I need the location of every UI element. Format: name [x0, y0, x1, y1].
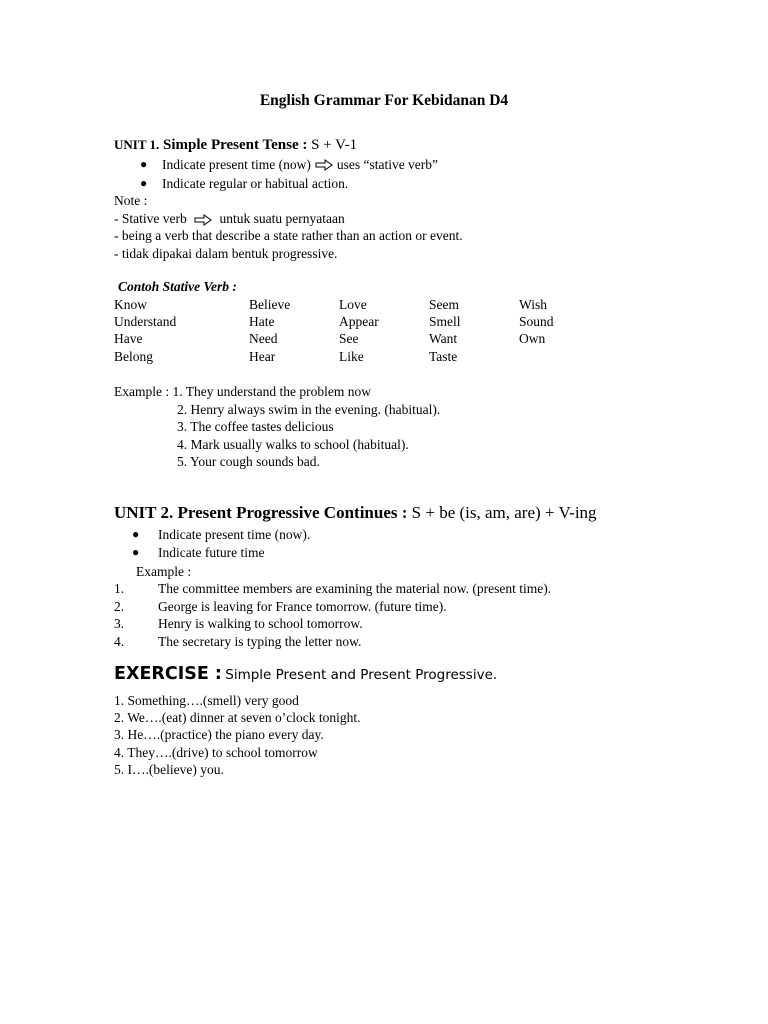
table-cell: Smell — [429, 314, 461, 330]
table-cell: Like — [339, 348, 364, 364]
list-item — [114, 383, 440, 401]
table-cell: Hate — [249, 314, 275, 330]
note-line — [114, 210, 463, 228]
right-arrow-icon — [315, 159, 333, 171]
list-item — [114, 615, 551, 633]
example-text: 1. They understand the problem now — [172, 384, 371, 399]
unit1-prefix: UNIT 1. — [114, 137, 160, 152]
item-text: Henry is walking to school tomorrow. — [158, 616, 363, 632]
table-cell: Know — [114, 297, 147, 312]
example-label: Example : — [136, 564, 192, 579]
page-title: English Grammar For Kebidanan D4 — [259, 92, 509, 109]
list-item: 2. Henry always swim in the evening. (habitual). — [177, 401, 441, 417]
list-item — [140, 174, 438, 193]
table-row — [114, 296, 609, 313]
table-cell: Taste — [429, 348, 458, 364]
exercise-heading — [114, 666, 497, 684]
table-cell: Have — [114, 331, 143, 347]
item-number: 2. — [114, 598, 125, 614]
list-item — [114, 580, 551, 598]
item-text: The secretary is typing the letter now. — [158, 633, 362, 649]
bullet-icon: ● — [140, 175, 148, 190]
unit2-title: UNIT 2. Present Progressive Continues : — [114, 503, 408, 522]
item-text: The committee members are examining the material now. (present time). — [158, 581, 552, 596]
list-item: 1. Something….(smell) very good — [114, 693, 299, 708]
list-item — [114, 598, 551, 616]
example-label: Example : — [114, 384, 170, 399]
table-cell: Hear — [249, 348, 276, 364]
list-item: 2. We….(eat) dinner at seven o’clock tonight. — [114, 710, 361, 726]
table-cell: Own — [519, 331, 546, 347]
stative-verb-title: Contoh Stative Verb : — [118, 279, 237, 294]
unit1-bullet-after-arrow: uses “stative verb” — [336, 156, 439, 172]
note-line-after-arrow: untuk suatu pernyataan — [219, 210, 345, 226]
table-cell: Understand — [114, 314, 177, 330]
list-item: 5. Your cough sounds bad. — [177, 454, 320, 470]
table-cell: Wish — [519, 297, 547, 312]
unit2-formula: S + be (is, am, are) + V-ing — [411, 503, 597, 522]
list-item: 5. I….(believe) you. — [114, 761, 224, 777]
table-row — [114, 330, 609, 347]
unit2-bullet-text: Indicate future time — [158, 545, 265, 561]
table-cell: Sound — [519, 314, 554, 330]
unit2-bullet-text: Indicate present time (now). — [158, 527, 311, 543]
exercise-list — [114, 692, 360, 778]
list-item: 4. Mark usually walks to school (habitual). — [177, 436, 409, 452]
list-item — [132, 526, 310, 544]
table-cell: Belong — [114, 348, 153, 364]
unit2-heading — [114, 504, 597, 521]
unit2-bullet-list — [132, 526, 310, 562]
unit1-bullet-list — [140, 155, 438, 193]
table-cell: Want — [429, 331, 458, 347]
table-cell: See — [339, 331, 359, 347]
exercise-label: EXERCISE : — [114, 664, 222, 684]
unit1-formula: S + V-1 — [311, 137, 358, 153]
unit1-title: Simple Present Tense : — [163, 137, 308, 153]
note-line-text: - Stative verb — [114, 210, 187, 226]
bullet-icon: ● — [140, 156, 148, 171]
list-item: 4. They….(drive) to school tomorrow — [114, 744, 318, 760]
item-number: 1. — [114, 581, 125, 596]
bullet-icon: ● — [132, 527, 140, 542]
table-cell: Seem — [429, 297, 459, 312]
note-line: - tidak dipakai dalam bentuk progressive. — [114, 245, 338, 261]
list-item: 3. The coffee tastes delicious — [177, 419, 334, 435]
table-cell: Love — [339, 297, 367, 312]
item-number: 3. — [114, 616, 125, 632]
table-row — [114, 348, 609, 365]
item-number: 4. — [114, 633, 125, 649]
list-item — [132, 544, 310, 562]
list-item — [114, 633, 551, 651]
stative-verb-table — [114, 296, 609, 365]
bullet-icon: ● — [132, 545, 140, 560]
table-cell: Believe — [249, 297, 291, 312]
unit1-heading — [114, 136, 357, 154]
note-line: - being a verb that describe a state rather than an action or event. — [114, 228, 463, 244]
list-item — [140, 155, 438, 174]
item-text: George is leaving for France tomorrow. (future time). — [158, 598, 447, 614]
table-cell — [519, 348, 609, 365]
unit1-bullet-text: Indicate present time (now) — [162, 156, 311, 172]
list-item: 3. He….(practice) the piano every day. — [114, 727, 324, 743]
unit2-examples — [114, 580, 551, 650]
table-row — [114, 313, 609, 330]
note-block — [114, 192, 463, 262]
note-label: Note : — [114, 193, 148, 208]
table-cell: Appear — [339, 314, 379, 330]
exercise-subtitle: Simple Present and Present Progressive. — [225, 667, 498, 683]
unit1-bullet-text: Indicate regular or habitual action. — [162, 175, 349, 191]
table-cell: Need — [249, 331, 278, 347]
unit1-examples — [114, 383, 440, 471]
right-arrow-icon — [194, 214, 212, 226]
